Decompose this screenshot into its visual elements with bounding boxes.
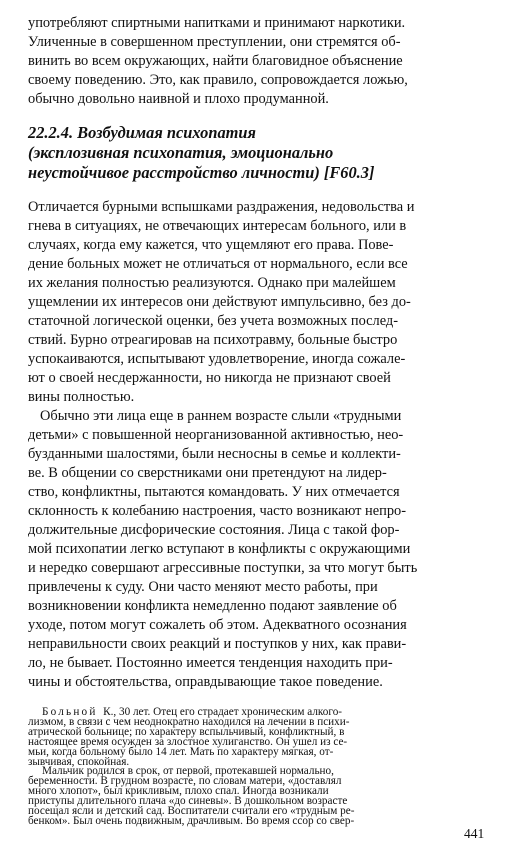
intro-line: Уличенные в совершенном преступлении, они стремятся об- — [28, 34, 401, 50]
paragraph-line: привлечены к суду. Они часто меняют место работы, при — [28, 579, 378, 595]
case-line: много хлопот», был крикливым, плохо спал. Иногда возникали — [28, 785, 329, 798]
section-heading: 22.2.4. Возбудимая психопатия — [28, 123, 256, 142]
intro-line: винить во всем окружающих, найти благовидное объяснение — [28, 53, 403, 69]
paragraph-line: гнева в ситуациях, не отвечающих интересам больного, или в — [28, 218, 407, 234]
paragraph-line: мой психопатии легко вступают в конфликты с окружающими — [28, 541, 411, 557]
section-heading: (эксплозивная психопатия, эмоционально — [28, 143, 334, 162]
paragraph-line: уходе, потом могут сожалеть об этом. Адекватного осознания — [28, 617, 407, 633]
paragraph-line: ют о своей несдержанности, но никогда не признают своей — [28, 370, 391, 386]
intro-line: употребляют спиртными напитками и принимают наркотики. — [28, 15, 406, 31]
case-keyword: Больной — [42, 706, 98, 718]
case-line: приступы длительного плача «до синевы». В дошкольном возрасте — [28, 795, 348, 808]
paragraph-line: склонность к колебанию настроения, часто возникают непро- — [28, 503, 407, 519]
paragraph-line: статочной логической оценки, без учета возможных послед- — [28, 313, 399, 329]
page-number: 441 — [464, 826, 485, 841]
case-first-rest: К., 30 лет. Отец его страдает хроническим алкого- — [103, 706, 343, 718]
paragraph-line: и нередко совершают агрессивные поступки, за что могут быть — [28, 560, 418, 576]
paragraph-line: ло, не бывает. Постоянно имеется тенденция находить при- — [28, 655, 393, 671]
paragraph-line: случаях, когда ему кажется, что ущемляют его права. Пове- — [28, 237, 394, 253]
paragraph-line: ствий. Бурно отреагировав на психотравму, больные быстро — [28, 332, 398, 348]
paragraph-line: дение больных может не отличаться от нормального, если все — [28, 256, 408, 272]
case-line: мьи, когда больному было 14 лет. Мать по характеру мягкая, от- — [28, 745, 334, 758]
case-line: беременности. В грудном возрасте, по словам матери, «доставлял — [28, 775, 342, 788]
intro-line: обычно довольно наивной и плохо продуманной. — [28, 91, 329, 107]
paragraph-line: должительные дисфорические состояния. Лица с такой фор- — [28, 522, 400, 538]
paragraph-line: их желания полностью реализуются. Однако при малейшем — [28, 275, 396, 291]
paragraph-line: возникновении конфликта немедленно подают заявление об — [28, 598, 397, 614]
case-line: лизмом, в связи с чем неоднократно находился на лечении в психи- — [28, 715, 350, 728]
paragraph-line: ве. В общении со сверстниками они претендуют на лидер- — [28, 465, 387, 481]
case-line: посещал ясли и детский сад. Воспитатели считали его «трудным ре- — [28, 805, 355, 818]
section-heading: неустойчивое расстройство личности) [F60.3] — [28, 163, 375, 182]
case-line: настоящее время осужден за злостное хулиганство. Он ушел из се- — [28, 735, 348, 748]
case-line: зывчивая, спокойная. — [28, 755, 130, 768]
paragraph-line: неправильности своих реакций и поступков у них, как прави- — [28, 636, 407, 652]
case-line: Мальчик родился в срок, от первой, протекавшей нормально, — [42, 765, 334, 778]
paragraph-line: чины и обстоятельства, оправдывающие такое поведение. — [28, 674, 383, 690]
paragraph-line: ство, конфликтны, пытаются командовать. У них отмечается — [28, 484, 400, 500]
paragraph-line: успокаиваются, испытывают удовлетворение, иногда сожале- — [28, 351, 406, 367]
paragraph-line: вины полностью. — [28, 389, 135, 405]
case-line: бенком». Был очень подвижным, драчливым. Во время ссор со свер- — [28, 815, 355, 827]
paragraph-line: Обычно эти лица еще в раннем возрасте слыли «трудными — [40, 408, 402, 424]
paragraph-line: бузданными шалостями, были несносны в семье и коллекти- — [28, 446, 401, 462]
paragraph-line: ущемлении их интересов они действуют импульсивно, без до- — [28, 294, 411, 310]
intro-line: своему поведению. Это, как правило, сопровождается ложью, — [28, 72, 408, 88]
paragraph-line: Отличается бурными вспышками раздражения, недовольства и — [28, 199, 415, 215]
case-line: атрической больнице; по характеру вспыльчивый, конфликтный, в — [28, 725, 345, 738]
paragraph-line: детьми» с повышенной неорганизованной активностью, нео- — [28, 427, 404, 443]
